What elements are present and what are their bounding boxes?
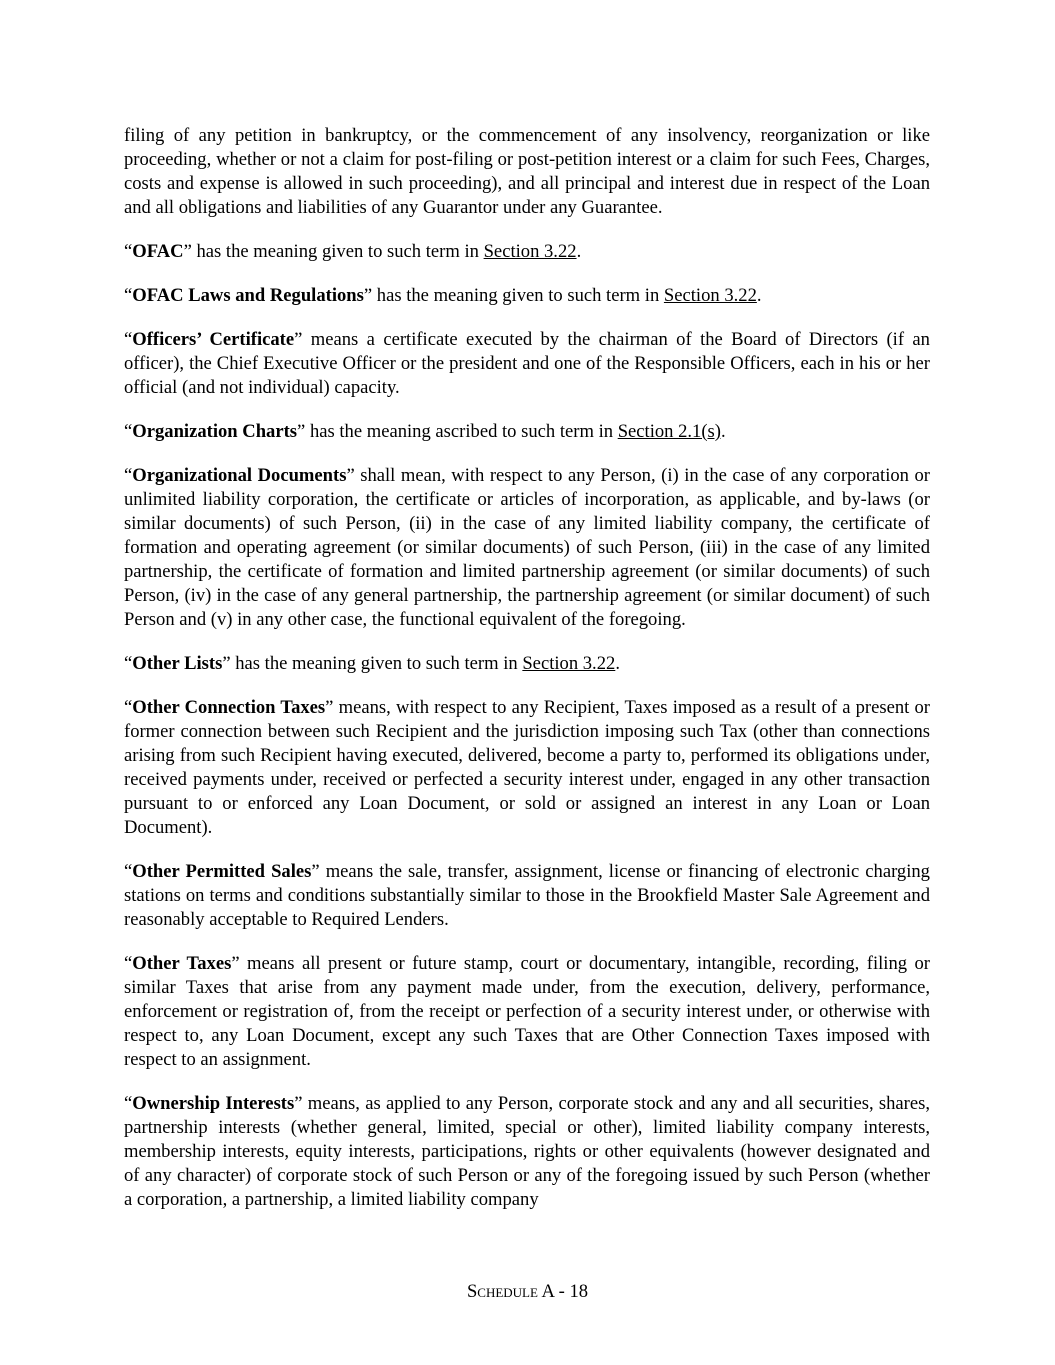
defined-term: OFAC Laws and Regulations	[132, 285, 364, 306]
defined-term: Organization Charts	[132, 421, 298, 442]
section-reference: Section 3.22	[522, 653, 616, 674]
section-reference: Section 2.1(s)	[617, 421, 721, 442]
defined-term: Other Lists	[132, 653, 223, 674]
definition-ofac: “OFAC” has the meaning given to such term in Section 3.22.	[124, 241, 582, 262]
document-body	[124, 124, 930, 1232]
intro-paragraph: filing of any petition in bankruptcy, or the commencement of any insolvency, reorganization or like proceeding, whether or not a claim for post-filing or post-petition interest or a claim for such Fees, Charges, costs and expense is allowed in such proceeding), and all principal and interest due in respect of the Loan and all obligations and liabilities of any Guarantor under any Guarantee.	[124, 125, 930, 218]
defined-term: Organizational Documents	[132, 465, 347, 486]
definition-other-connection-taxes: “Other Connection Taxes” means, with respect to any Recipient, Taxes imposed as a result of a present or former connection between such Recipient and the jurisdiction imposing such Tax (other than connections arising from such Recipient having executed, delivered, become a party to, performed its obligations under, received payments under, received or perfected a security interest under, engaged in any other transaction pursuant to or enforced any Loan Document, or sold or assigned an interest in any Loan or Loan Document).	[124, 697, 930, 838]
definition-organization-charts: “Organization Charts” has the meaning ascribed to such term in Section 2.1(s).	[124, 421, 726, 442]
definition-ofac-laws: “OFAC Laws and Regulations” has the meaning given to such term in Section 3.22.	[124, 285, 762, 306]
definition-other-lists: “Other Lists” has the meaning given to such term in Section 3.22.	[124, 653, 620, 674]
defined-term: Officers’ Certificate	[132, 329, 295, 350]
definitions-list	[124, 240, 930, 1212]
section-reference: Section 3.22	[483, 241, 577, 262]
definition-other-taxes: “Other Taxes” means all present or future stamp, court or documentary, intangible, recording, filing or similar Taxes that arise from any payment made under, from the execution, delivery, performance, enforcement or registration of, from the receipt or perfection of a security interest under, or otherwise with respect to, any Loan Document, except any such Taxes that are Other Connection Taxes imposed with respect to an assignment.	[124, 953, 930, 1070]
defined-term: Other Connection Taxes	[132, 697, 326, 718]
page-footer	[0, 1281, 1055, 1303]
section-reference: Section 3.22	[663, 285, 757, 306]
definition-organizational-documents: “Organizational Documents” shall mean, with respect to any Person, (i) in the case of any corporation or unlimited liability corporation, the certificate or articles of incorporation, as applicable, and by-laws (or similar documents) of such Person, (ii) in the case of any limited liability company, the certificate of formation and operating agreement (or similar documents) of such Person, (iii) in the case of any limited partnership, the certificate of formation and limited partnership agreement (or similar documents) of such Person, (iv) in the case of any general partnership, the partnership agreement (or similar document) of such Person and (v) in any other case, the functional equivalent of the foregoing.	[124, 465, 930, 630]
defined-term: Other Permitted Sales	[132, 861, 312, 882]
defined-term: Other Taxes	[132, 953, 232, 974]
defined-term: OFAC	[132, 241, 184, 262]
footer-page-label: Schedule A - 18	[466, 1281, 589, 1302]
defined-term: Ownership Interests	[132, 1093, 295, 1114]
definition-ownership-interests: “Ownership Interests” means, as applied to any Person, corporate stock and any and all securities, shares, partnership interests (whether general, limited, special or other), limited liability company interests, membership interests, equity interests, participations, rights or other equivalents (however designated and of any character) of corporate stock of such Person or any of the foregoing issued by such Person (whether a corporation, a partnership, a limited liability company	[124, 1093, 930, 1210]
definition-officers-certificate: “Officers’ Certificate” means a certificate executed by the chairman of the Board of Directors (if an officer), the Chief Executive Officer or the president and one of the Responsible Officers, each in his or her official (and not individual) capacity.	[124, 329, 930, 398]
definition-other-permitted-sales: “Other Permitted Sales” means the sale, transfer, assignment, license or financing of electronic charging stations on terms and conditions substantially similar to those in the Brookfield Master Sale Agreement and reasonably acceptable to Required Lenders.	[124, 861, 930, 930]
